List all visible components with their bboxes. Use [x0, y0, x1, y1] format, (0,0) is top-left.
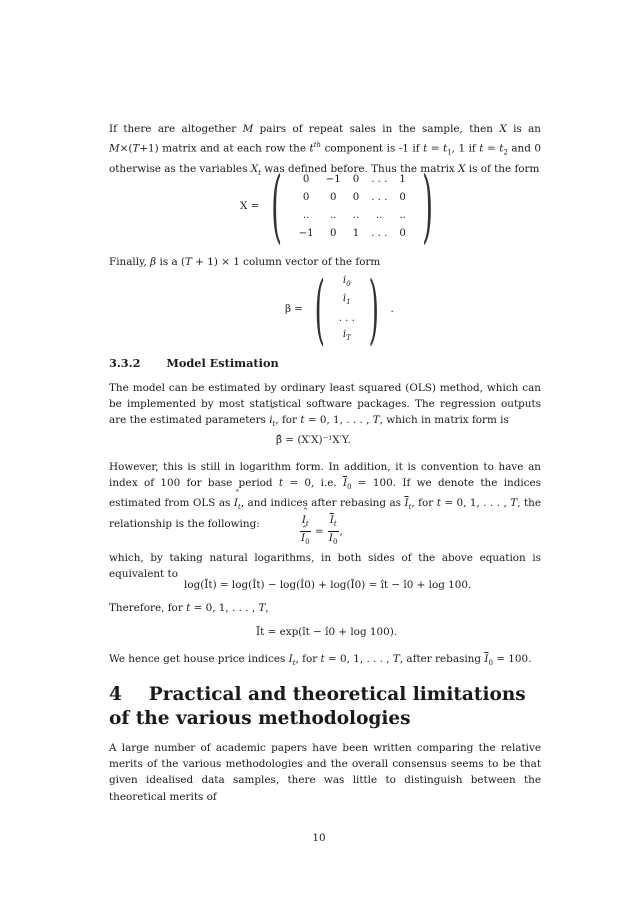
matrix-cell: 0	[352, 191, 360, 203]
matrix-cell: 1	[352, 227, 360, 239]
matrix-row	[293, 188, 412, 206]
paragraph-therefore: Therefore, for t = 0, 1, . . . , T,	[109, 602, 269, 614]
vector-cell: $i_0$	[342, 275, 351, 289]
vector-row	[335, 327, 359, 345]
vector-cell: $i_1$	[342, 293, 351, 307]
matrix-cell: ..	[352, 209, 360, 221]
subsection-title: Model Estimation	[166, 356, 279, 370]
matrix-cell: −1	[298, 227, 314, 239]
beta-vector-equation	[285, 264, 394, 353]
beta-label: β =	[285, 303, 304, 315]
exp-equation: Īt = exp(ît − î0 + log 100).	[256, 626, 398, 638]
paragraph-rebasing: However, this is still in logarithm form. In addition, it is convention to have an index of 100 for base period t = 0, i.e. $\overline{I}_0 = 100$. If we denote the indices estimated from OLS as ˆ $I_t$, and indices after rebasing as $\overline{I}_t$, for t = 0, 1, . . . , T, the relationship is the following:	[109, 459, 541, 532]
matrix-x	[293, 170, 412, 242]
matrix-cell: 0	[329, 191, 337, 203]
matrix-cell: 0	[302, 191, 310, 203]
right-parenthesis: )	[368, 264, 379, 353]
matrix-cell: 0	[352, 173, 360, 185]
beta-trailer: .	[390, 303, 394, 315]
subsection-heading	[109, 356, 279, 370]
matrix-cell: . . .	[371, 173, 388, 185]
page-number: 10	[312, 832, 326, 844]
section-number: 4	[109, 684, 122, 705]
matrix-cell: 0	[399, 227, 406, 239]
matrix-cell: 0	[329, 227, 337, 239]
section-title: Practical and theoretical limitations of the various methodologies	[109, 684, 526, 729]
ratio-equation: ˆ $I_t$ ˆ $I_0$ = $\frac{\overline{I}_t}{\overline{I}_0}$ ,	[299, 514, 343, 549]
matrix-row	[293, 224, 412, 242]
vector-cell: $i_T$	[342, 329, 351, 343]
section-heading	[109, 683, 549, 731]
paragraph-limitations: A large number of academic papers have been written comparing the relative merits of the various methodologies and the overall consensus seems to be that given idealised data samples, there was little to distinguish between the theoretical merits of	[109, 742, 541, 803]
matrix-cell: ..	[376, 209, 383, 221]
vector-row	[335, 309, 359, 327]
matrix-row	[293, 206, 412, 224]
beta-vector	[335, 273, 359, 345]
subsection-number: 3.3.2	[109, 356, 141, 370]
paragraph-model-estimation: The model can be estimated by ordinary least squared (OLS) method, which can be implemented by most statistical software packages. The regression outputs are the estimated parameters ˆ $i_t$, for t = 0, 1, . . . , T, which in matrix form is	[109, 380, 541, 433]
paragraph-house-price-indices: We hence get house price indices $I_t$, for t = 0, 1, . . . , T, after rebasing $\overline{I}_0 = 100$.	[109, 653, 532, 668]
matrix-x-equation	[240, 159, 443, 252]
matrix-cell: ..	[302, 209, 310, 221]
vector-row	[335, 273, 359, 291]
matrix-cell: −1	[325, 173, 341, 185]
left-parenthesis: (	[314, 264, 326, 353]
matrix-cell: . . .	[371, 227, 388, 239]
paragraph-logarithm: which, by taking natural logarithms, in both sides of the above equation is equivalent to	[109, 552, 541, 581]
paragraph-beta-intro: Finally, β is a (T + 1) × 1 column vector of the form	[109, 256, 381, 268]
matrix-cell: ..	[399, 209, 406, 221]
matrix-cell: 1	[399, 173, 406, 185]
matrix-row	[293, 170, 412, 188]
matrix-cell: 0	[302, 173, 310, 185]
left-parenthesis: (	[271, 159, 283, 252]
ols-solution-equation: β̂ = (X′X)⁻¹X′Y.	[276, 434, 351, 446]
log-equation: log(Īt) = log(Ît) − log(Î0) + log(Ī0) = ît − î0 + log 100.	[184, 579, 472, 591]
matrix-cell: 0	[399, 191, 406, 203]
matrix-cell: ..	[329, 209, 337, 221]
vector-row	[335, 291, 359, 309]
matrix-cell: . . .	[371, 191, 388, 203]
vector-cell: . . .	[338, 312, 355, 324]
paragraph-matrix-intro: If there are altogether M pairs of repeat sales in the sample, then X is an M×(T+1) matrix and at each row the $t^{th}$ component is -1 if $t = t_1$, 1 if $t = t_2$ and 0 otherwise as the variables $X_t$ was defined before. Thus the matrix X is of the form	[109, 123, 542, 178]
right-parenthesis: )	[422, 159, 433, 252]
matrix-x-label: X =	[240, 200, 260, 212]
